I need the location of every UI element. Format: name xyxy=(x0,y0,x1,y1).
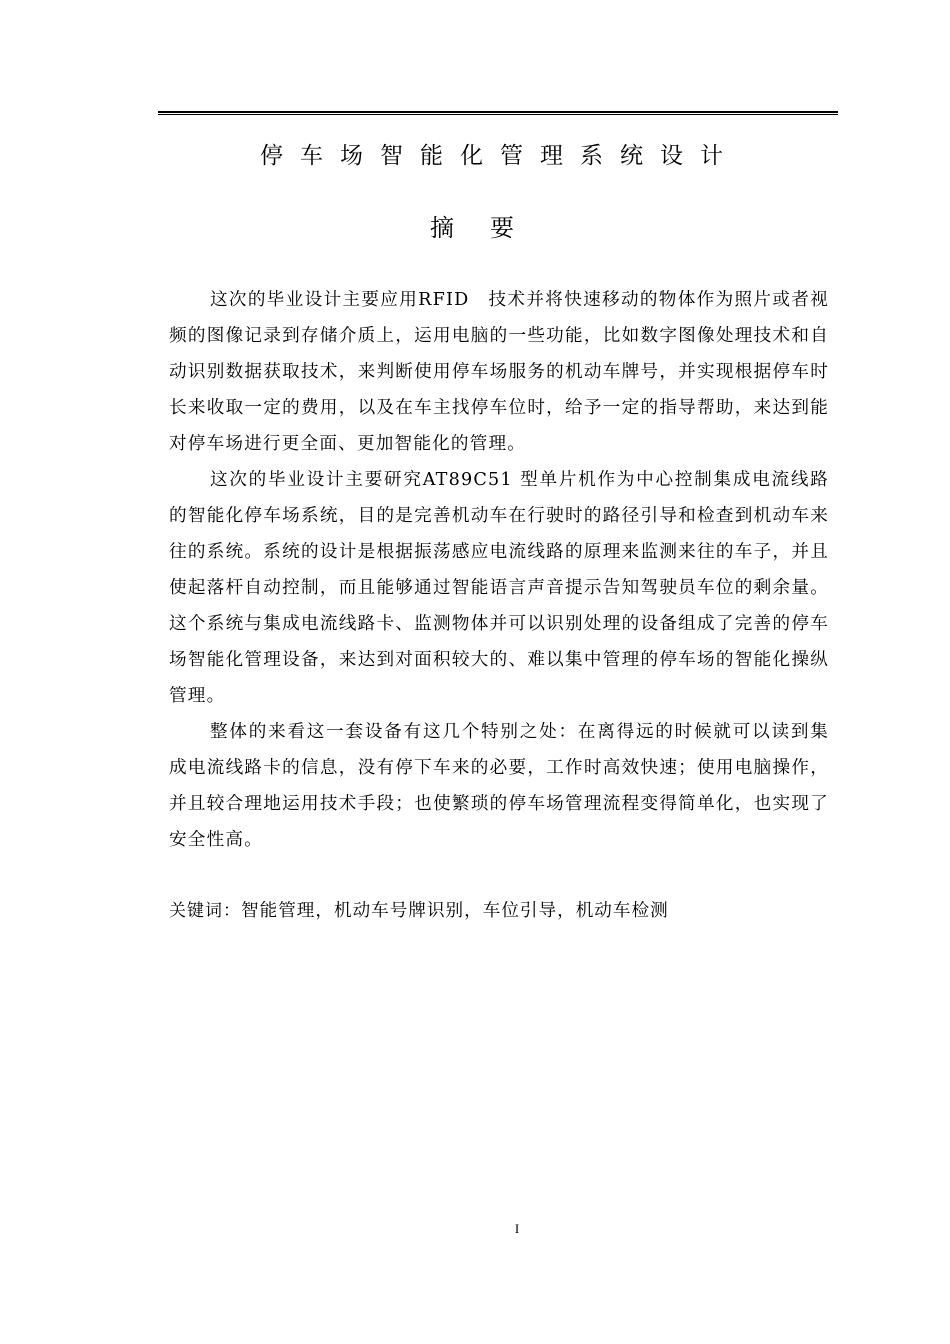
page-number: I xyxy=(514,1221,520,1236)
abstract-paragraph-2: 这次的毕业设计主要研究AT89C51 型单片机作为中心控制集成电流线路的智能化停车场系统，目的是完善机动车在行驶时的路径引导和检查到机动车来往的系统。系统的设计是根据振荡感应电流线路的原理来监测来往的车子，并且使起落杆自动控制，而且能够通过智能语言声音提示告知驾驶员车位的剩余量。这个系统与集成电流线路卡、监测物体并可以识别处理的设备组成了完善的停车场智能化管理设备，来达到对面积较大的、难以集中管理的停车场的智能化操纵管理。 xyxy=(169,470,829,706)
keywords-text: 智能管理，机动车号牌识别，车位引导，机动车检测 xyxy=(241,901,669,921)
document-title: 停车场智能化管理系统设计 xyxy=(260,143,740,169)
keywords-line xyxy=(169,893,829,929)
abstract-paragraph-3: 整体的来看这一套设备有这几个特别之处：在离得远的时候就可以读到集成电流线路卡的信息，没有停下车来的必要，工作时高效快速；使用电脑操作，并且较合理地运用技术手段；也使繁琐的停车场管理流程变得简单化，也实现了安全性高。 xyxy=(169,722,829,850)
abstract-body xyxy=(169,282,829,858)
header-rule xyxy=(158,111,838,115)
abstract-paragraph-1: 这次的毕业设计主要应用RFID 技术并将快速移动的物体作为照片或者视频的图像记录到存储介质上，运用电脑的一些功能，比如数字图像处理技术和自动识别数据获取技术，来判断使用停车场服务的机动车牌号，并实现根据停车时长来收取一定的费用，以及在车主找停车位时，给予一定的指导帮助，来达到能对停车场进行更全面、更加智能化的管理。 xyxy=(169,290,829,454)
abstract-heading: 摘要 xyxy=(430,214,550,242)
keywords-label: 关键词： xyxy=(169,901,241,921)
